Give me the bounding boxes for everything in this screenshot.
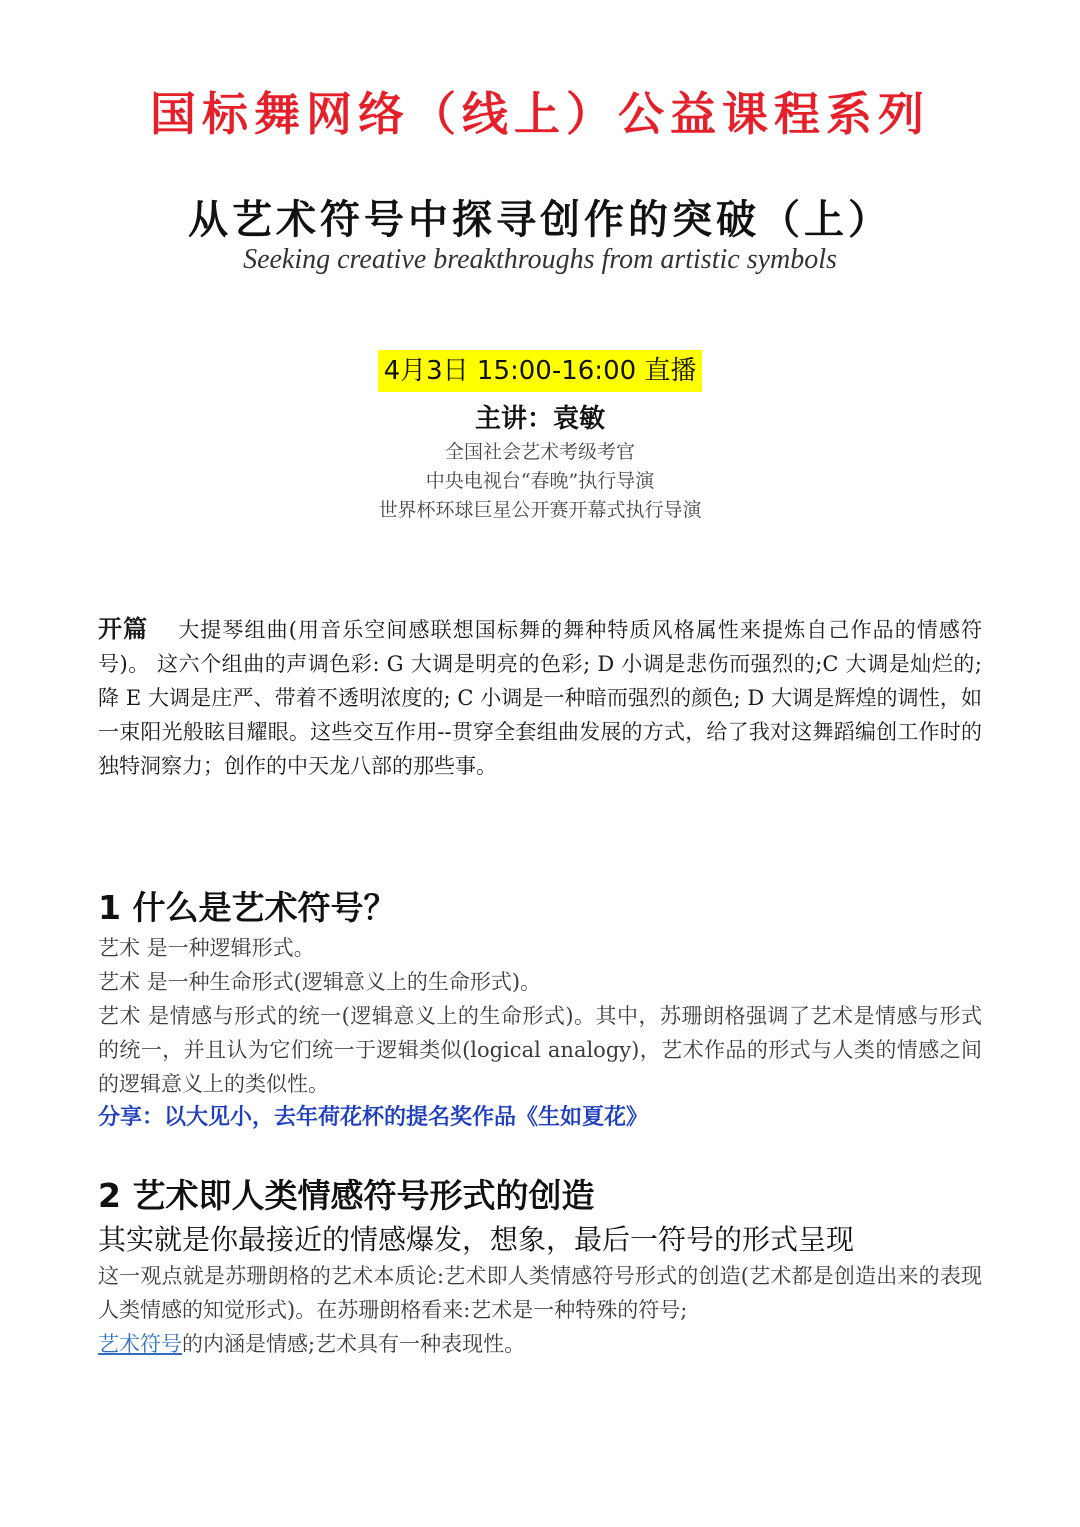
section2-heading: 2 艺术即人类情感符号形式的创造 bbox=[98, 1176, 595, 1215]
english-subtitle: Seeking creative breakthroughs from artistic symbols bbox=[243, 244, 837, 275]
section2-subheading: 其实就是你最接近的情感爆发，想象，最后一符号的形式呈现 bbox=[98, 1223, 855, 1256]
credential-line: 世界杯环球巨星公开赛开幕式执行导演 bbox=[378, 499, 702, 521]
section1-line: 艺术 是一种逻辑形式。 bbox=[98, 936, 315, 960]
section1-line: 艺术 是一种生命形式(逻辑意义上的生命形式)。 bbox=[98, 970, 542, 994]
section2-text-tail: 的内涵是情感;艺术具有一种表现性。 bbox=[182, 1332, 526, 1356]
section1-heading: 1 什么是艺术符号？ bbox=[98, 888, 397, 927]
section1-line: 艺术 是情感与形式的统一(逻辑意义上的生命形式)。其中，苏珊朗格强调了艺术是情感与形式的统一，并且认为它们统一于逻辑类似(logical analogy)，艺术作品的形式与人类的情感之间的逻辑意义上的类似性。 bbox=[98, 1004, 982, 1096]
share-note: 分享：以大见小，去年荷花杯的提名奖作品《生如夏花》 bbox=[98, 1104, 649, 1130]
section2-body bbox=[98, 1259, 982, 1361]
speaker-credentials bbox=[0, 438, 1080, 525]
opening-label: 开篇 bbox=[98, 615, 149, 643]
credential-line: 中央电视台“春晚”执行导演 bbox=[425, 470, 655, 492]
opening-paragraph bbox=[98, 612, 982, 783]
series-title: 国标舞网络（线上）公益课程系列 bbox=[150, 87, 930, 141]
art-symbol-link[interactable]: 艺术符号 bbox=[98, 1332, 182, 1356]
speaker-name: 主讲：袁敏 bbox=[474, 404, 605, 434]
main-title: 从艺术符号中探寻创作的突破（上） bbox=[188, 197, 892, 243]
credential-line: 全国社会艺术考级考官 bbox=[444, 441, 635, 463]
opening-text: 大提琴组曲(用音乐空间感联想国标舞的舞种特质风格属性来提炼自己作品的情感符号)。 这六个组曲的声调色彩: G 大调是明亮的色彩; D 小调是悲伤而强烈的;C 大调是灿烂的; 降 E 大调是庄严、带着不透明浓度的; C 小调是一种暗而强烈的颜色; D 大调是辉煌的调性，如一束阳光般眩目耀眼。这些交互作用--贯穿全套组曲发展的方式，给了我对这舞蹈编创工作时的独特洞察力；创作的中天龙八部的那些事。 bbox=[98, 618, 982, 778]
schedule-badge: 4月3日 15:00-16:00 直播 bbox=[378, 350, 703, 392]
schedule-wrap bbox=[0, 350, 1080, 392]
section2-text: 这一观点就是苏珊朗格的艺术本质论:艺术即人类情感符号形式的创造(艺术都是创造出来的表现人类情感的知觉形式)。在苏珊朗格看来:艺术是一种特殊的符号; bbox=[98, 1264, 982, 1322]
section1-body bbox=[98, 931, 982, 1101]
